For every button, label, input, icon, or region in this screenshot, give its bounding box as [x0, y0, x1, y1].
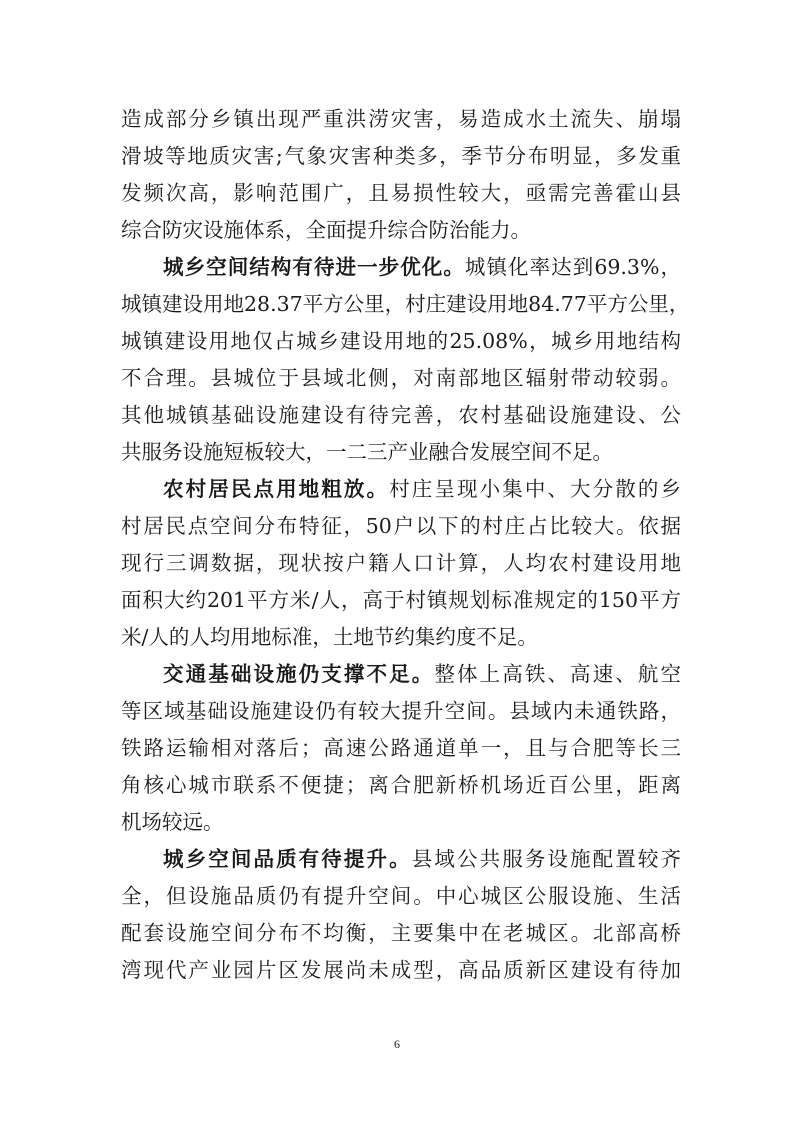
paragraph-first-line	[163, 252, 681, 282]
paragraph-first-line	[163, 474, 681, 504]
paragraph-text: 县域公共服务设施配置较齐	[411, 847, 681, 871]
text-line: 机场较远。	[121, 810, 224, 834]
paragraph-heading: 城乡空间品质有待提升。	[163, 847, 412, 871]
text-line: 共服务设施短板较大，一二三产业融合发展空间不足。	[121, 440, 613, 464]
text-line: 现行三调数据，现状按户籍人口计算，人均农村建设用地	[121, 551, 681, 575]
text-line: 发频次高，影响范围广，且易损性较大，亟需完善霍山县	[121, 181, 681, 205]
text-line: 米/人的人均用地标准，土地节约集约度不足。	[121, 625, 538, 649]
text-line: 综合防灾设施体系，全面提升综合防治能力。	[121, 218, 531, 242]
text-line: 城镇建设用地仅占城乡建设用地的25.08%，城乡用地结构	[121, 329, 681, 353]
paragraph-text: 整体上高铁、高速、航空	[434, 662, 682, 686]
text-line: 滑坡等地质灾害;气象灾害种类多，季节分布明显，多发重	[121, 144, 681, 168]
text-line: 城镇建设用地28.37平方公里，村庄建设用地84.77平方公里，	[121, 292, 690, 316]
text-line: 角核心城市联系不便捷；离合肥新桥机场近百公里，距离	[121, 773, 681, 797]
page-number: 6	[394, 1037, 400, 1051]
paragraph-heading: 农村居民点用地粗放。	[163, 477, 390, 501]
text-line: 造成部分乡镇出现严重洪涝灾害，易造成水土流失、崩塌	[121, 107, 681, 131]
paragraph-heading: 交通基础设施仍支撑不足。	[163, 662, 435, 686]
text-line: 等区域基础设施建设仍有较大提升空间。县域内未通铁路，	[121, 699, 681, 723]
paragraph-first-line	[163, 659, 681, 689]
paragraph-heading: 城乡空间结构有待进一步优化。	[163, 255, 465, 279]
text-line: 湾现代产业园片区发展尚未成型，高品质新区建设有待加	[121, 958, 681, 982]
text-line: 面积大约201平方米/人，高于村镇规划标准规定的150平方	[121, 588, 681, 612]
text-line: 其他城镇基础设施建设有待完善，农村基础设施建设、公	[121, 403, 681, 427]
paragraph-text: 村庄呈现小集中、大分散的乡	[389, 477, 682, 501]
paragraph-first-line	[163, 844, 681, 874]
text-line: 配套设施空间分布不均衡，主要集中在老城区。北部高桥	[121, 921, 681, 945]
paragraph-text: 城镇化率达到69.3%，	[464, 255, 682, 279]
text-line: 铁路运输相对落后；高速公路通道单一，且与合肥等长三	[121, 736, 681, 760]
text-line: 全，但设施品质仍有提升空间。中心城区公服设施、生活	[121, 884, 681, 908]
text-line: 村居民点空间分布特征，50户以下的村庄占比较大。依据	[121, 514, 681, 538]
text-line: 不合理。县城位于县域北侧，对南部地区辐射带动较弱。	[121, 366, 681, 390]
